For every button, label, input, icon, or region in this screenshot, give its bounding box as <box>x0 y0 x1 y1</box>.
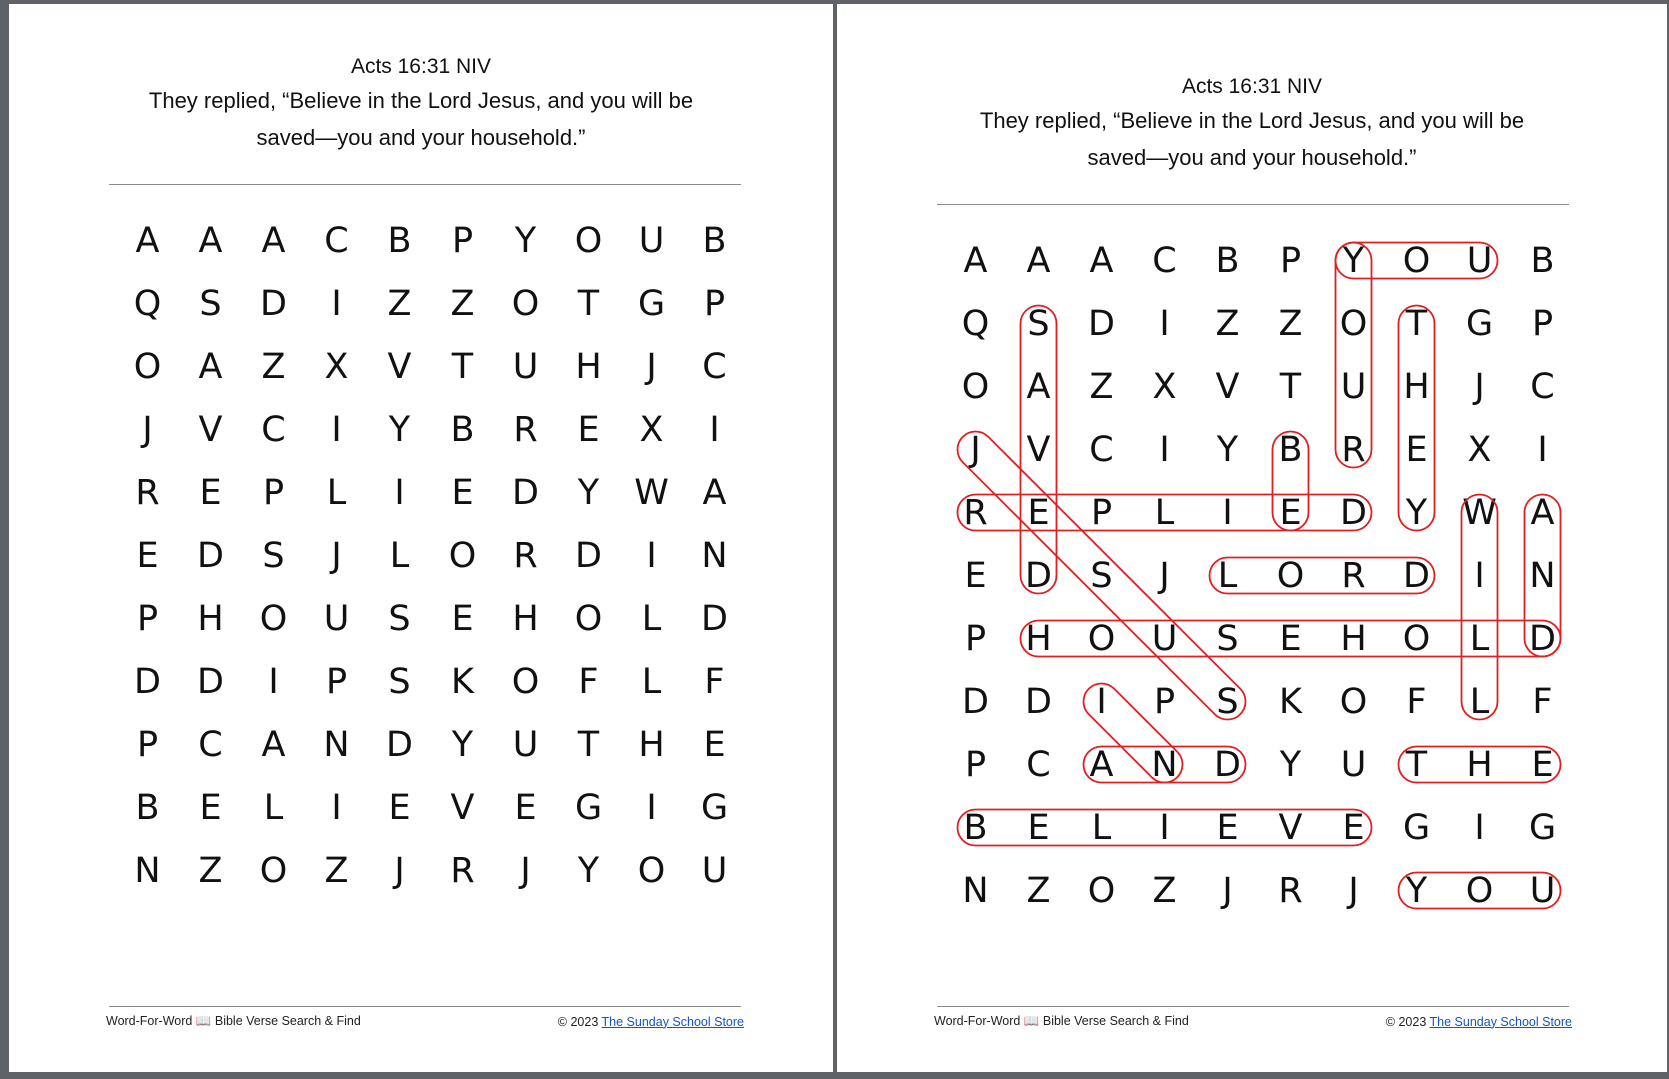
grid-cell-r5-c3: J <box>1159 555 1170 596</box>
grid-cell-r5-c3: J <box>331 535 342 576</box>
grid-cell-r3-c7: E <box>1405 429 1428 470</box>
grid-cell-r1-c8: G <box>637 283 666 324</box>
grid-cell-r7-c9: F <box>1532 681 1553 722</box>
grid-cell-r0-c6: Y <box>514 220 537 261</box>
grid-cell-r2-c3: X <box>1152 366 1177 407</box>
grid-cell-r10-c8: O <box>1465 870 1494 911</box>
grid-cell-r8-c0: P <box>136 724 159 765</box>
grid-cell-r8-c5: Y <box>451 724 474 765</box>
grid-cell-r1-c0: Q <box>133 283 162 324</box>
grid-cell-r4-c3: L <box>1154 492 1175 533</box>
grid-cell-r1-c6: O <box>1339 303 1368 344</box>
grid-cell-r5-c0: E <box>136 535 159 576</box>
grid-cell-r3-c3: I <box>1159 429 1170 470</box>
grid-cell-r1-c0: Q <box>961 303 990 344</box>
grid-cell-r4-c5: E <box>451 472 474 513</box>
grid-cell-r7-c0: D <box>134 661 161 702</box>
grid-cell-r7-c0: D <box>962 681 989 722</box>
grid-cell-r6-c0: P <box>136 598 159 639</box>
grid-cell-r9-c9: G <box>700 787 729 828</box>
verse-header <box>837 72 1667 176</box>
grid-cell-r6-c9: D <box>1529 618 1556 659</box>
grid-cell-r0-c4: B <box>1215 240 1240 281</box>
grid-cell-r10-c0: N <box>134 850 161 891</box>
grid-cell-r3-c1: V <box>1026 429 1051 470</box>
grid-cell-r5-c5: O <box>1276 555 1305 596</box>
answer-key-page <box>837 4 1667 1072</box>
grid-cell-r4-c6: D <box>1340 492 1367 533</box>
grid-cell-r5-c2: S <box>1090 555 1113 596</box>
grid-cell-r8-c9: E <box>1531 744 1554 785</box>
grid-cell-r10-c2: O <box>1087 870 1116 911</box>
grid-cell-r3-c0: J <box>142 409 153 450</box>
grid-cell-r2-c9: C <box>1530 366 1555 407</box>
grid-cell-r1-c3: I <box>331 283 342 324</box>
grid-cell-r0-c7: O <box>574 220 603 261</box>
grid-cell-r2-c8: J <box>1474 366 1485 407</box>
grid-cell-r10-c3: Z <box>324 850 349 891</box>
grid-cell-r1-c7: T <box>577 283 600 324</box>
grid-cell-r0-c5: P <box>451 220 474 261</box>
grid-cell-r8-c6: U <box>512 724 539 765</box>
grid-cell-r6-c3: U <box>1151 618 1178 659</box>
grid-cell-r1-c2: D <box>1088 303 1115 344</box>
grid-cell-r5-c7: D <box>1403 555 1430 596</box>
grid-cell-r6-c2: O <box>1087 618 1116 659</box>
grid-cell-r10-c4: J <box>1222 870 1233 911</box>
footer-copyright: © 2023 The Sunday School Store <box>557 1014 744 1029</box>
grid-cell-r1-c1: S <box>199 283 222 324</box>
grid-cell-r1-c5: Z <box>450 283 475 324</box>
grid-cell-r1-c3: I <box>1159 303 1170 344</box>
grid-cell-r2-c1: A <box>198 346 223 387</box>
grid-cell-r8-c3: N <box>1151 744 1178 785</box>
grid-cell-r6-c7: O <box>574 598 603 639</box>
grid-cell-r10-c9: U <box>1529 870 1556 911</box>
grid-cell-r8-c4: D <box>1214 744 1241 785</box>
grid-cell-r9-c8: I <box>646 787 657 828</box>
grid-cell-r3-c6: R <box>1341 429 1366 470</box>
grid-cell-r5-c8: I <box>1474 555 1485 596</box>
grid-cell-r10-c4: J <box>394 850 405 891</box>
grid-cell-r2-c4: V <box>387 346 412 387</box>
grid-cell-r5-c9: N <box>701 535 728 576</box>
grid-cell-r2-c2: Z <box>1089 366 1114 407</box>
grid-cell-r0-c8: U <box>638 220 665 261</box>
grid-cell-r2-c0: O <box>133 346 162 387</box>
grid-cell-r6-c4: S <box>1216 618 1239 659</box>
grid-cell-r10-c6: J <box>1348 870 1359 911</box>
grid-cell-r3-c3: I <box>331 409 342 450</box>
grid-cell-r7-c4: S <box>388 661 411 702</box>
footer-title: Word-For-Word 📖 Bible Verse Search & Find <box>106 1014 361 1028</box>
grid-cell-r1-c6: O <box>511 283 540 324</box>
grid-cell-r9-c1: E <box>199 787 222 828</box>
grid-cell-r0-c3: C <box>324 220 349 261</box>
grid-cell-r5-c6: R <box>1341 555 1366 596</box>
grid-cell-r7-c2: I <box>1096 681 1107 722</box>
grid-cell-r3-c2: C <box>261 409 286 450</box>
grid-cell-r3-c5: B <box>450 409 475 450</box>
grid-cell-r2-c6: U <box>512 346 539 387</box>
grid-cell-r7-c4: S <box>1216 681 1239 722</box>
grid-cell-r1-c9: P <box>1531 303 1554 344</box>
grid-cell-r6-c9: D <box>701 598 728 639</box>
grid-cell-r3-c5: B <box>1278 429 1303 470</box>
grid-cell-r1-c1: S <box>1027 303 1050 344</box>
grid-cell-r7-c6: O <box>1339 681 1368 722</box>
grid-cell-r5-c6: R <box>513 535 538 576</box>
footer <box>106 1014 744 1029</box>
grid-cell-r3-c2: C <box>1089 429 1114 470</box>
grid-cell-r2-c6: U <box>1340 366 1367 407</box>
answer-letter-grid <box>944 229 1574 922</box>
grid-cell-r6-c8: L <box>641 598 662 639</box>
header-divider <box>937 204 1569 205</box>
grid-cell-r5-c1: D <box>1025 555 1052 596</box>
grid-cell-r4-c7: Y <box>577 472 600 513</box>
grid-cell-r9-c8: I <box>1474 807 1485 848</box>
grid-cell-r1-c8: G <box>1465 303 1494 344</box>
grid-cell-r2-c1: A <box>1026 366 1051 407</box>
grid-cell-r4-c0: R <box>963 492 988 533</box>
grid-cell-r6-c0: P <box>964 618 987 659</box>
verse-reference: Acts 16:31 NIV <box>1181 75 1323 98</box>
grid-cell-r4-c8: W <box>1462 492 1497 533</box>
grid-cell-r7-c8: L <box>1469 681 1490 722</box>
grid-cell-r6-c3: U <box>323 598 350 639</box>
grid-cell-r10-c7: Y <box>577 850 600 891</box>
grid-cell-r8-c1: C <box>1026 744 1051 785</box>
grid-cell-r2-c4: V <box>1215 366 1240 407</box>
grid-cell-r7-c1: D <box>197 661 224 702</box>
grid-cell-r7-c5: K <box>1279 681 1302 722</box>
grid-cell-r8-c0: P <box>964 744 987 785</box>
grid-cell-r7-c3: P <box>325 661 348 702</box>
grid-cell-r4-c4: I <box>1222 492 1233 533</box>
grid-cell-r5-c9: N <box>1529 555 1556 596</box>
grid-cell-r9-c6: E <box>514 787 537 828</box>
grid-cell-r6-c8: L <box>1469 618 1490 659</box>
grid-cell-r10-c5: R <box>450 850 475 891</box>
grid-cell-r9-c1: E <box>1027 807 1050 848</box>
grid-cell-r2-c9: C <box>702 346 727 387</box>
grid-cell-r0-c2: A <box>1089 240 1114 281</box>
grid-cell-r5-c7: D <box>575 535 602 576</box>
footer-title: Word-For-Word 📖 Bible Verse Search & Find <box>934 1014 1189 1028</box>
grid-cell-r2-c7: H <box>575 346 602 387</box>
grid-cell-r10-c6: J <box>520 850 531 891</box>
grid-cell-r3-c4: Y <box>1216 429 1239 470</box>
grid-cell-r0-c1: A <box>198 220 223 261</box>
grid-cell-r10-c1: Z <box>198 850 223 891</box>
verse-header <box>9 52 833 156</box>
grid-cell-r9-c6: E <box>1342 807 1365 848</box>
grid-cell-r2-c2: Z <box>261 346 286 387</box>
grid-cell-r8-c8: H <box>1466 744 1493 785</box>
grid-cell-r5-c2: S <box>262 535 285 576</box>
grid-cell-r8-c7: T <box>1405 744 1428 785</box>
grid-cell-r4-c4: I <box>394 472 405 513</box>
grid-cell-r6-c1: H <box>197 598 224 639</box>
grid-cell-r8-c2: A <box>1089 744 1114 785</box>
grid-cell-r7-c6: O <box>511 661 540 702</box>
grid-cell-r3-c8: X <box>1467 429 1492 470</box>
grid-cell-r9-c0: B <box>963 807 988 848</box>
grid-cell-r5-c0: E <box>964 555 987 596</box>
grid-cell-r6-c7: O <box>1402 618 1431 659</box>
grid-cell-r9-c4: E <box>388 787 411 828</box>
grid-cell-r4-c9: A <box>1530 492 1555 533</box>
grid-cell-r9-c3: I <box>1159 807 1170 848</box>
grid-cell-r3-c6: R <box>513 409 538 450</box>
grid-cell-r0-c6: Y <box>1342 240 1365 281</box>
grid-cell-r9-c3: I <box>331 787 342 828</box>
grid-cell-r9-c9: G <box>1528 807 1557 848</box>
grid-cell-r3-c9: I <box>1537 429 1548 470</box>
grid-cell-r10-c1: Z <box>1026 870 1051 911</box>
grid-cell-r1-c5: Z <box>1278 303 1303 344</box>
verse-text-line-2: saved—you and your household.” <box>256 125 586 150</box>
grid-cell-r10-c8: O <box>637 850 666 891</box>
grid-cell-r10-c2: O <box>259 850 288 891</box>
grid-cell-r9-c5: V <box>450 787 475 828</box>
grid-cell-r0-c2: A <box>261 220 286 261</box>
grid-cell-r10-c9: U <box>701 850 728 891</box>
verse-text-line-1: They replied, “Believe in the Lord Jesus, and you will be <box>979 108 1525 133</box>
grid-cell-r9-c2: L <box>263 787 284 828</box>
grid-cell-r6-c6: H <box>512 598 539 639</box>
footer-divider <box>937 1006 1569 1007</box>
grid-cell-r8-c1: C <box>198 724 223 765</box>
grid-cell-r5-c8: I <box>646 535 657 576</box>
grid-cell-r6-c4: S <box>388 598 411 639</box>
grid-cell-r9-c7: G <box>574 787 603 828</box>
grid-cell-r7-c9: F <box>704 661 725 702</box>
grid-cell-r7-c8: L <box>641 661 662 702</box>
grid-cell-r1-c9: P <box>703 283 726 324</box>
grid-cell-r5-c1: D <box>197 535 224 576</box>
grid-cell-r10-c5: R <box>1278 870 1303 911</box>
store-link[interactable]: The Sunday School Store <box>601 1014 744 1029</box>
grid-cell-r3-c0: J <box>970 429 981 470</box>
grid-cell-r4-c1: E <box>1027 492 1050 533</box>
grid-cell-r7-c5: K <box>451 661 474 702</box>
grid-cell-r7-c7: F <box>1406 681 1427 722</box>
grid-cell-r6-c5: E <box>451 598 474 639</box>
grid-cell-r5-c4: L <box>1217 555 1238 596</box>
grid-cell-r8-c4: D <box>386 724 413 765</box>
grid-cell-r6-c1: H <box>1025 618 1052 659</box>
grid-cell-r0-c4: B <box>387 220 412 261</box>
grid-cell-r4-c5: E <box>1279 492 1302 533</box>
verse-reference: Acts 16:31 NIV <box>350 55 492 78</box>
grid-cell-r4-c2: P <box>262 472 285 513</box>
grid-cell-r7-c7: F <box>578 661 599 702</box>
grid-cell-r7-c2: I <box>268 661 279 702</box>
grid-cell-r4-c7: Y <box>1405 492 1428 533</box>
grid-cell-r4-c2: P <box>1090 492 1113 533</box>
grid-cell-r0-c7: O <box>1402 240 1431 281</box>
verse-text-line-1: They replied, “Believe in the Lord Jesus, and you will be <box>148 88 694 113</box>
grid-cell-r5-c4: L <box>389 535 410 576</box>
grid-cell-r3-c7: E <box>577 409 600 450</box>
grid-cell-r2-c5: T <box>451 346 474 387</box>
grid-cell-r10-c7: Y <box>1405 870 1428 911</box>
grid-cell-r4-c3: L <box>326 472 347 513</box>
footer-copyright: © 2023 The Sunday School Store <box>1385 1014 1572 1029</box>
grid-cell-r2-c0: O <box>961 366 990 407</box>
verse-text-line-2: saved—you and your household.” <box>1087 145 1417 170</box>
grid-cell-r8-c7: T <box>577 724 600 765</box>
grid-cell-r7-c3: P <box>1153 681 1176 722</box>
grid-cell-r8-c5: Y <box>1279 744 1302 785</box>
grid-cell-r9-c4: E <box>1216 807 1239 848</box>
grid-cell-r0-c0: A <box>135 220 160 261</box>
grid-cell-r0-c0: A <box>963 240 988 281</box>
grid-cell-r2-c3: X <box>324 346 349 387</box>
grid-cell-r1-c7: T <box>1405 303 1428 344</box>
grid-cell-r6-c5: E <box>1279 618 1302 659</box>
grid-cell-r5-c5: O <box>448 535 477 576</box>
grid-cell-r0-c9: B <box>1530 240 1555 281</box>
grid-cell-r10-c0: N <box>962 870 989 911</box>
grid-cell-r3-c8: X <box>639 409 664 450</box>
grid-cell-r8-c6: U <box>1340 744 1367 785</box>
grid-cell-r2-c5: T <box>1279 366 1302 407</box>
footer <box>934 1014 1572 1029</box>
grid-cell-r3-c4: Y <box>388 409 411 450</box>
grid-cell-r8-c3: N <box>323 724 350 765</box>
grid-cell-r1-c4: Z <box>387 283 412 324</box>
grid-cell-r4-c8: W <box>634 472 669 513</box>
grid-cell-r3-c1: V <box>198 409 223 450</box>
grid-cell-r6-c6: H <box>1340 618 1367 659</box>
grid-cell-r10-c3: Z <box>1152 870 1177 911</box>
grid-cell-r8-c2: A <box>261 724 286 765</box>
grid-cell-r0-c5: P <box>1279 240 1302 281</box>
footer-divider <box>109 1006 741 1007</box>
grid-cell-r6-c2: O <box>259 598 288 639</box>
grid-cell-r1-c2: D <box>260 283 287 324</box>
header-divider <box>109 184 741 185</box>
grid-cell-r9-c2: L <box>1091 807 1112 848</box>
grid-cell-r4-c1: E <box>199 472 222 513</box>
grid-cell-r2-c7: H <box>1403 366 1430 407</box>
grid-cell-r9-c5: V <box>1278 807 1303 848</box>
grid-cell-r4-c6: D <box>512 472 539 513</box>
grid-cell-r0-c1: A <box>1026 240 1051 281</box>
grid-cell-r7-c1: D <box>1025 681 1052 722</box>
grid-cell-r8-c8: H <box>638 724 665 765</box>
puzzle-page <box>9 4 833 1072</box>
grid-cell-r3-c9: I <box>709 409 720 450</box>
grid-cell-r9-c7: G <box>1402 807 1431 848</box>
grid-cell-r0-c9: B <box>702 220 727 261</box>
grid-cell-r9-c0: B <box>135 787 160 828</box>
grid-cell-r0-c8: U <box>1466 240 1493 281</box>
store-link[interactable]: The Sunday School Store <box>1429 1014 1572 1029</box>
letter-grid <box>116 209 746 902</box>
grid-cell-r8-c9: E <box>703 724 726 765</box>
grid-cell-r4-c9: A <box>702 472 727 513</box>
grid-cell-r2-c8: J <box>646 346 657 387</box>
grid-cell-r0-c3: C <box>1152 240 1177 281</box>
grid-cell-r4-c0: R <box>135 472 160 513</box>
grid-cell-r1-c4: Z <box>1215 303 1240 344</box>
